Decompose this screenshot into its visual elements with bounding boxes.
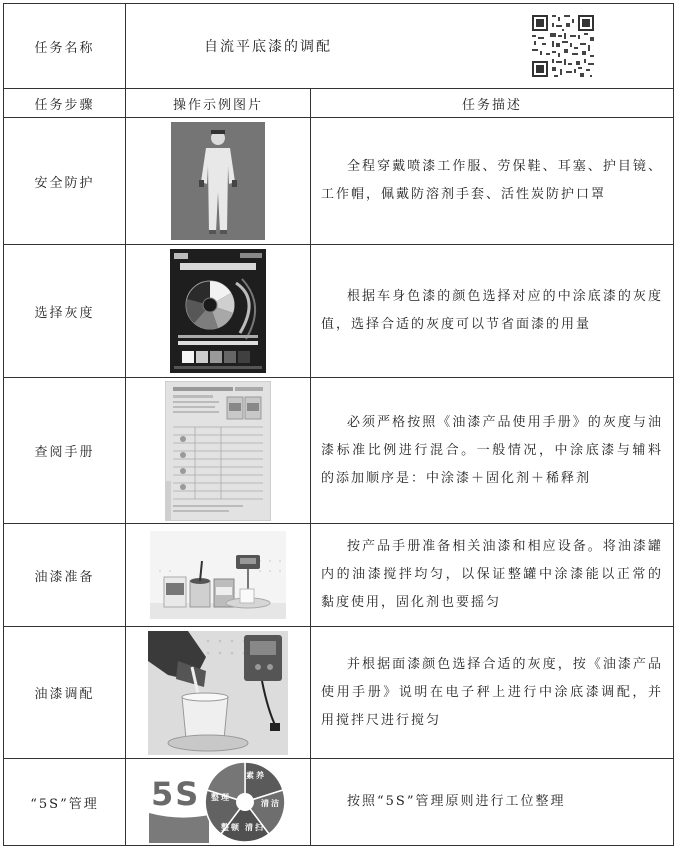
header-image: 操作示例图片 [126, 89, 311, 118]
step-row [4, 245, 674, 378]
header-desc: 任务描述 [311, 89, 674, 118]
task-name-cell [126, 4, 674, 89]
step-label: 油漆调配 [4, 627, 126, 759]
task-sheet [3, 3, 673, 849]
task-name-value: 自流平底漆的调配 [204, 39, 332, 55]
step-description: 根据车身色漆的颜色选择对应的中涂底漆的灰度值，选择合适的灰度可以节省面漆的用量 [311, 245, 674, 378]
step-description: 必须严格按照《油漆产品使用手册》的灰度与油漆标准比例进行混合。一般情况，中涂底漆与辅料的添加顺序是：中涂漆＋固化剂＋稀释剂 [311, 378, 674, 524]
5s-logo: 5S [151, 775, 201, 813]
manual-page-photo [165, 381, 271, 521]
step-image-cell [126, 378, 311, 524]
qr-code-icon[interactable] [530, 13, 596, 79]
task-table [3, 3, 674, 846]
paint-mixing-photo [148, 631, 288, 755]
header-row [4, 89, 674, 118]
step-image-cell [126, 245, 311, 378]
paint-cans-photo [150, 531, 286, 619]
5s-segment: 整理 [211, 793, 231, 802]
step-image-cell [126, 118, 311, 245]
5s-diagram [149, 761, 287, 843]
step-image-cell [126, 759, 311, 846]
step-row [4, 627, 674, 759]
5s-segment: 整顿 [221, 823, 241, 832]
step-row [4, 378, 674, 524]
step-description: 按产品手册准备相关油漆和相应设备。将油漆罐内的油漆搅拌均匀，以保证整罐中涂漆能以正常的黏度使用，固化剂也要摇匀 [311, 524, 674, 627]
5s-segment: 素养 [246, 771, 266, 780]
header-step: 任务步骤 [4, 89, 126, 118]
step-image-cell [126, 524, 311, 627]
step-description: 全程穿戴喷漆工作服、劳保鞋、耳塞、护目镜、工作帽，佩戴防溶剂手套、活性炭防护口罩 [311, 118, 674, 245]
5s-segment: 清洁 [261, 799, 281, 808]
task-name-label: 任务名称 [4, 4, 126, 89]
step-label: 油漆准备 [4, 524, 126, 627]
step-label: 查阅手册 [4, 378, 126, 524]
protective-suit-photo [171, 122, 265, 240]
step-image-cell [126, 627, 311, 759]
step-label: “5S”管理 [4, 759, 126, 846]
step-description: 并根据面漆颜色选择合适的灰度，按《油漆产品使用手册》说明在电子秤上进行中涂底漆调配，并用搅拌尺进行搅匀 [311, 627, 674, 759]
step-label: 选择灰度 [4, 245, 126, 378]
grayscale-poster-photo [170, 249, 266, 373]
step-description: 按照“5S”管理原则进行工位整理 [311, 759, 674, 846]
step-label: 安全防护 [4, 118, 126, 245]
step-row [4, 759, 674, 846]
step-row [4, 118, 674, 245]
step-row [4, 524, 674, 627]
task-name-row [4, 4, 674, 89]
5s-segment: 清扫 [245, 823, 265, 832]
